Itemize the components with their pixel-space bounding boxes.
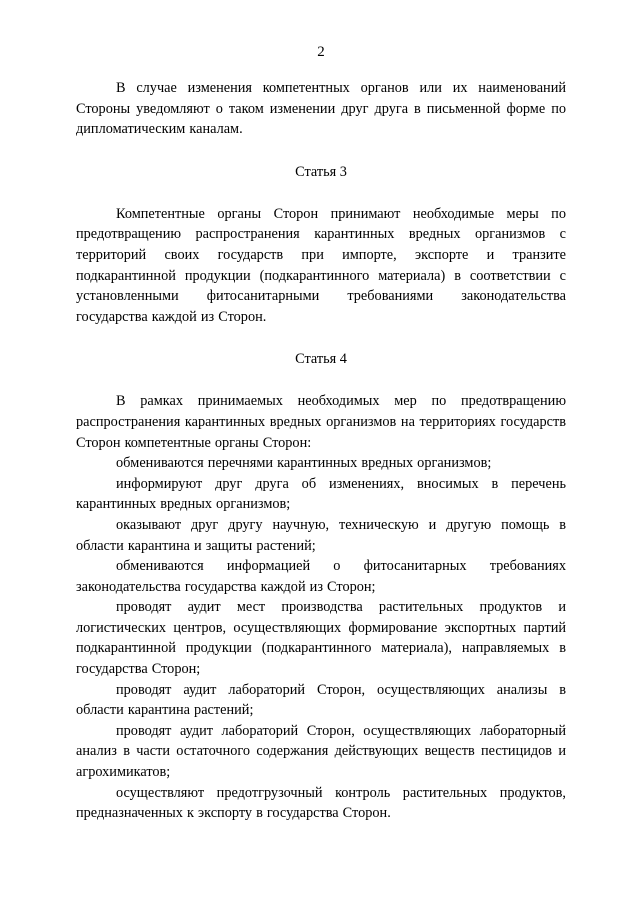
article-4-item: проводят аудит мест производства растительных продуктов и логистических центров, осуществляющих формирование экспортных партий подкарантинной продукции (подкарантинного материала), направляемых в государства Сторон; xyxy=(76,599,566,678)
article-4-item: проводят аудит лабораторий Сторон, осуществляющих анализы в области карантина растений; xyxy=(76,681,566,719)
article-4-intro-paragraph: В рамках принимаемых необходимых мер по предотвращению распространения карантинных вредных организмов на территориях государств Сторон компетентные органы Сторон: xyxy=(76,393,566,451)
article-3-paragraph: Компетентные органы Сторон принимают необходимые меры по предотвращению распространения карантинных вредных организмов с территорий своих государств при импорте, экспорте и транзите подкарантинной продукции (подкарантинного материала) в соответствии с установленными фитосанитарными требованиями законодательства государства каждой из Сторон. xyxy=(76,205,566,325)
intro-paragraph: В случае изменения компетентных органов или их наименований Стороны уведомляют о таком изменении друг друга в письменной форме по дипломатическим каналам. xyxy=(76,80,566,138)
article-4-item: обмениваются информацией о фитосанитарных требованиях законодательства государства каждой из Сторон; xyxy=(76,558,566,595)
article-4-item: оказывают друг другу научную, техническую и другую помощь в области карантина и защиты растений; xyxy=(76,516,566,554)
article-4-title: Статья 4 xyxy=(295,351,347,368)
article-4-item: обмениваются перечнями карантинных вредных организмов; xyxy=(116,455,492,472)
article-4-item: осуществляют предотгрузочный контроль растительных продуктов, предназначенных к экспорту в государства Сторон. xyxy=(76,784,566,822)
article-3-title: Статья 3 xyxy=(295,163,347,180)
page-number: 2 xyxy=(317,44,325,60)
article-4-item: информируют друг друга об изменениях, вносимых в перечень карантинных вредных организмов; xyxy=(76,475,566,513)
article-4-item: проводят аудит лабораторий Сторон, осуществляющих лабораторный анализ в части остаточного содержания действующих веществ пестицидов и агрохимикатов; xyxy=(76,722,566,781)
